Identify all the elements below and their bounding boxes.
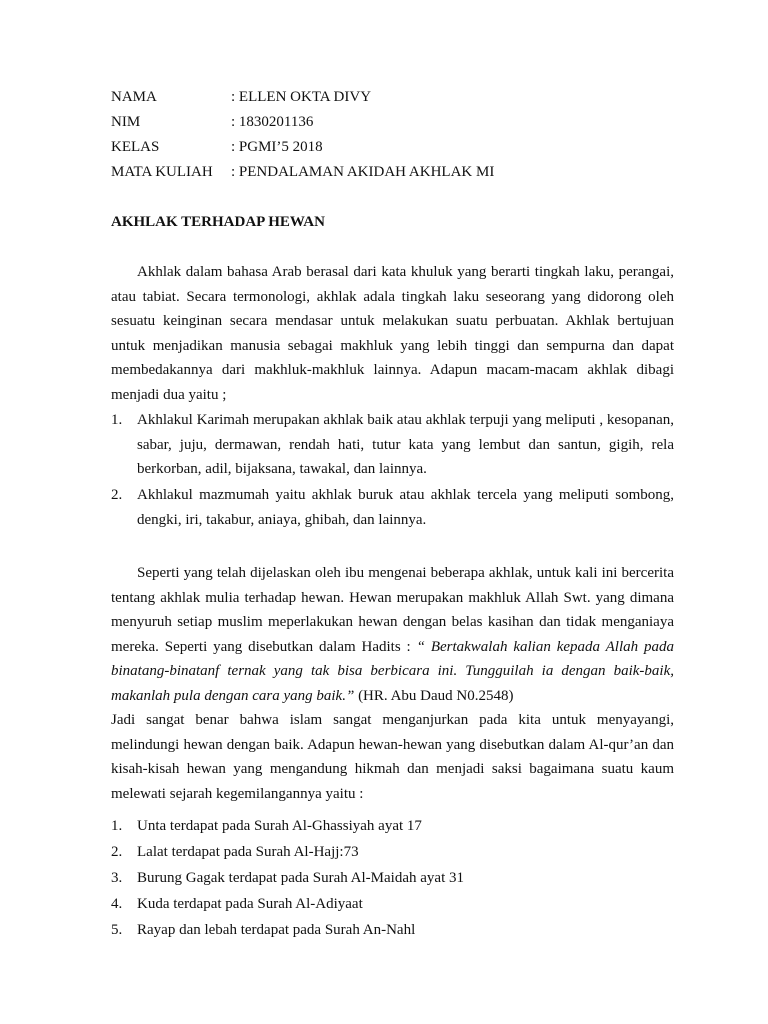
kelas-label: KELAS bbox=[111, 139, 160, 155]
mata-kuliah-value: : PENDALAMAN AKIDAH AKHLAK MI bbox=[231, 164, 495, 180]
list-item-number: 1. bbox=[111, 818, 123, 834]
list-item-text: Burung Gagak terdapat pada Surah Al-Maidah ayat 31 bbox=[137, 870, 464, 886]
list-item-text: Unta terdapat pada Surah Al-Ghassiyah ayat 17 bbox=[137, 818, 422, 834]
list-item bbox=[111, 865, 464, 891]
mata-kuliah-label: MATA KULIAH bbox=[111, 164, 213, 180]
list-item-number: 5. bbox=[111, 922, 123, 938]
nim-value: : 1830201136 bbox=[231, 114, 314, 130]
kelas-value: : PGMI’5 2018 bbox=[231, 139, 323, 155]
list-item-text: Akhlakul mazmumah yaitu akhlak buruk atau akhlak tercela yang meliputi sombong, dengki, iri, takabur, aniaya, ghibah, dan lainnya. bbox=[137, 487, 674, 528]
list-item-text: Kuda terdapat pada Surah Al-Adiyaat bbox=[137, 896, 363, 912]
hadits-paragraph-text: Seperti yang telah dijelaskan oleh ibu mengenai beberapa akhlak, untuk kali ini bercerita tentang akhlak mulia terhadap hewan. Hewan merupakan makhluk Allah Swt. yang dimana menyuruh setiap muslim meperlakukan hewan dengan belas kasihan dan tidak menganiaya mereka. Seperti yang disebutkan dalam Hadits : bbox=[111, 565, 674, 655]
list-item bbox=[111, 917, 464, 943]
list-item-text: Rayap dan lebah terdapat pada Surah An-Nahl bbox=[137, 922, 416, 938]
list-item-number: 3. bbox=[111, 870, 123, 886]
name-value: : ELLEN OKTA DIVY bbox=[231, 89, 372, 105]
document-title: AKHLAK TERHADAP HEWAN bbox=[111, 214, 325, 230]
list-item-number: 2. bbox=[111, 487, 123, 503]
list-item bbox=[111, 813, 464, 839]
list-item-text: Lalat terdapat pada Surah Al-Hajj:73 bbox=[137, 844, 359, 860]
conclusion-paragraph: Jadi sangat benar bahwa islam sangat menganjurkan pada kita untuk menyayangi, melindungi hewan dengan baik. Adapun hewan-hewan yang disebutkan dalam Al-qur’an dan kisah-kisah hewan yang mengandung hikmah dan menjadi saksi bagaimana suatu kaum melewati sejarah kegemilangannya yaitu : bbox=[111, 712, 674, 802]
list-item-text: Akhlakul Karimah merupakan akhlak baik atau akhlak terpuji yang meliputi , kesopanan, sabar, juju, dermawan, rendah hati, tutur kata yang lembut dan santun, gigih, rela berkorban, adil, bijaksana, tawakal, dan lainnya. bbox=[137, 412, 674, 477]
hadits-reference: (HR. Abu Daud N0.2548) bbox=[354, 687, 514, 704]
list-item-number: 2. bbox=[111, 844, 123, 860]
list-item bbox=[111, 483, 674, 532]
nim-label: NIM bbox=[111, 114, 141, 130]
animals-list bbox=[111, 813, 464, 943]
akhlak-types-list bbox=[111, 408, 674, 534]
name-label: NAMA bbox=[111, 89, 157, 105]
list-item bbox=[111, 891, 464, 917]
hadits-quote: “ Bertakwalah kalian kepada Allah pada binatang-binatanf ternak yang tak bisa berbicara ini. Tungguilah ia dengan baik-baik, makanlah pula dengan cara yang baik.” bbox=[111, 638, 674, 704]
list-item bbox=[111, 408, 674, 482]
hadits-paragraph bbox=[111, 561, 674, 708]
list-item-number: 1. bbox=[111, 412, 123, 428]
list-item-number: 4. bbox=[111, 896, 123, 912]
intro-paragraph: Akhlak dalam bahasa Arab berasal dari kata khuluk yang berarti tingkah laku, perangai, atau tabiat. Secara termonologi, akhlak adala tingkah laku seseorang yang didorong oleh sesuatu keinginan secara mendasar untuk melakukan suatu perbuatan. Akhlak bertujuan untuk menjadikan manusia sebagai makhluk yang lebih tinggi dan sempurna dan dapat membedakannya dari makhluk-makhluk lainnya. Adapun macam-macam akhlak dibagi menjadi dua yaitu ; bbox=[111, 264, 674, 403]
list-item bbox=[111, 839, 464, 865]
